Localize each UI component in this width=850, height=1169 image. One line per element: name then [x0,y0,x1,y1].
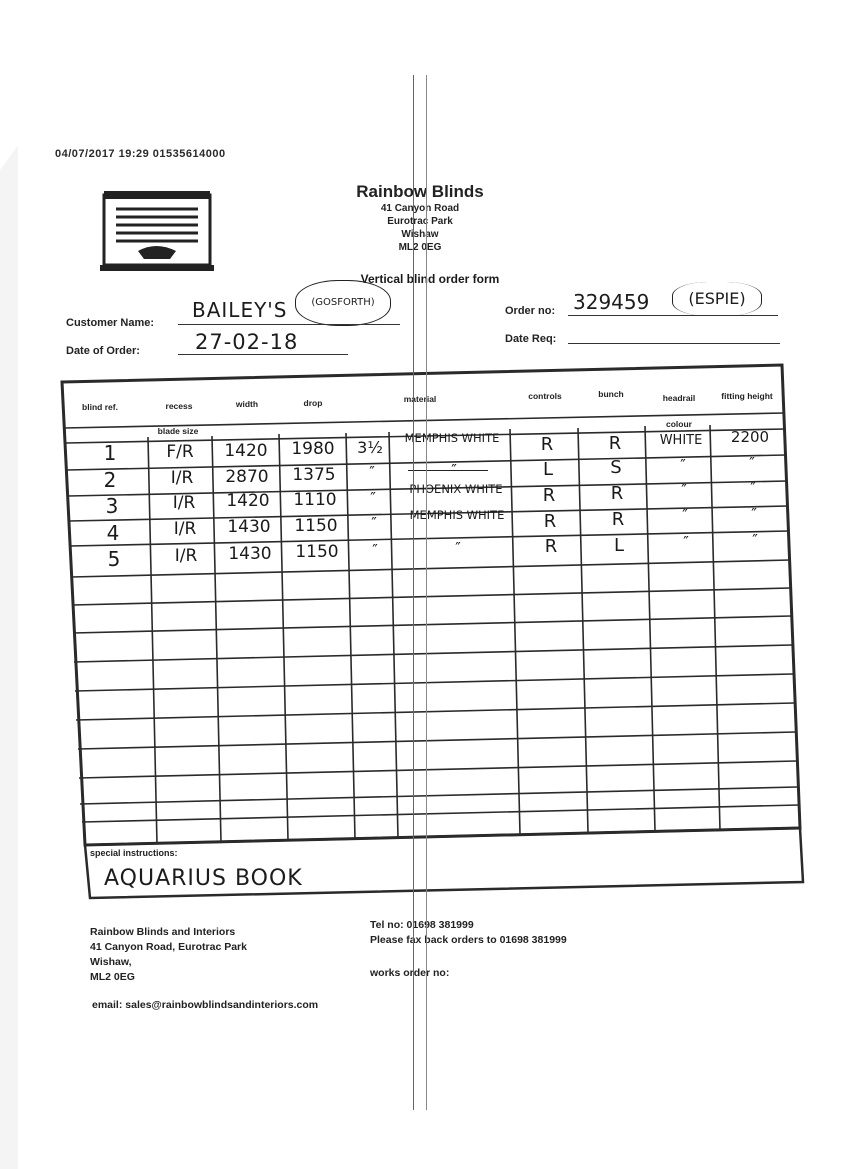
row2-blade: ″ [369,463,375,481]
header-material: material [403,394,437,404]
special-instructions-label: special instructions: [90,848,178,858]
row3-width: 1420 [226,491,270,511]
row4-controls: R [543,511,557,532]
customer-name-value: BAILEY'S [192,298,288,322]
row4-bunch: R [611,509,625,530]
order-no-value: 329459 [573,290,650,314]
form-title: Vertical blind order form [360,272,500,286]
footer-company-line-4: ML2 0EG [90,971,135,983]
row4-width: 1430 [227,517,271,537]
row2-ref: 2 [103,468,117,492]
row4-blade: ″ [371,514,377,532]
row4-ref: 4 [106,521,120,545]
row1-height: 2200 [730,428,770,446]
scan-fold-line-2 [426,75,427,1110]
row1-drop: 1980 [291,439,335,459]
row5-controls: R [544,536,558,557]
header-bunch: bunch [598,389,624,399]
row2-bunch: S [610,457,622,478]
row1-bunch: R [608,433,622,454]
row1-width: 1420 [224,441,268,461]
row3-colour: ″ [681,481,687,499]
date-of-order-value: 27-02-18 [195,330,299,354]
company-address-1: 41 Canyon Road [380,203,460,214]
row5-blade: ″ [372,541,378,559]
row2-recess: I/R [170,468,194,488]
order-no-note: (ESPIE) [672,282,762,316]
header-blind-ref: blind ref. [82,402,118,412]
header-width: width [235,399,259,409]
date-of-order-label: Date of Order: [66,345,140,357]
footer-company-line-1: Rainbow Blinds and Interiors [90,926,236,938]
row3-material: PHOENIX WHITE [409,482,503,496]
row4-height: ″ [751,505,757,523]
row2-drop: 1375 [292,465,336,485]
customer-name-label: Customer Name: [66,317,155,329]
row5-height: ″ [752,531,758,549]
header-controls: controls [528,391,562,401]
row2-height: ″ [749,454,755,472]
company-address-4: ML2 0EG [398,242,442,253]
header-blade-size: blade size [157,426,199,436]
customer-note: (GOSFORTH) [295,280,391,326]
row4-material: MEMPHIS WHITE [409,508,505,522]
company-name: Rainbow Blinds [356,182,484,201]
footer-company-line-3: Wishaw, [90,956,132,968]
row1-ref: 1 [103,441,117,465]
row4-drop: 1150 [294,516,338,536]
footer-tel: Tel no: 01698 381999 [370,919,474,931]
row1-controls: R [540,434,554,455]
header-recess: recess [165,401,193,411]
row3-height: ″ [750,479,756,497]
row3-recess: I/R [172,493,196,513]
footer-company-line-2: 41 Canyon Road, Eurotrac Park [90,941,247,953]
row2-width: 2870 [225,467,269,487]
footer-email: email: sales@rainbowblindsandinteriors.com [92,999,319,1011]
row5-bunch: L [613,535,625,556]
footer-fax-note: Please fax back orders to 01698 381999 [370,934,567,946]
row1-material: MEMPHIS WHITE [404,431,500,445]
row1-recess: F/R [166,442,194,462]
row5-ref: 5 [107,547,121,571]
row3-bunch: R [610,483,624,504]
row5-material: ″ [455,539,461,557]
row3-drop: 1110 [293,490,337,510]
row2-ditto-line [408,470,488,471]
fax-header: 04/07/2017 19:29 01535614000 [55,148,226,160]
scan-fold-line [413,75,414,1110]
company-address-3: Wishaw [401,229,439,240]
special-instructions-value: AQUARIUS BOOK [104,866,303,891]
row4-recess: I/R [173,519,197,539]
row4-colour: ″ [682,506,688,524]
row2-material: ″ [451,461,457,479]
row3-blade: ″ [370,489,376,507]
row2-colour: ″ [680,456,686,474]
order-no-label: Order no: [505,305,556,317]
row1-colour: WHITE [659,433,703,448]
row5-drop: 1150 [295,542,339,562]
date-req-label: Date Req: [505,333,557,345]
row5-width: 1430 [228,544,272,564]
row3-controls: R [542,485,556,506]
row5-recess: I/R [174,546,198,566]
row5-colour: ″ [683,533,689,551]
header-fitting-height: fitting height [721,391,773,401]
footer-works-order: works order no: [370,967,450,979]
header-headrail-colour: headrail colour [662,393,696,429]
row3-ref: 3 [105,494,119,518]
footer-company [90,925,247,985]
header-drop: drop [303,398,323,408]
row1-blade: 3½ [357,438,383,457]
company-address-2: Eurotrac Park [387,216,453,227]
row2-controls: L [542,459,554,480]
